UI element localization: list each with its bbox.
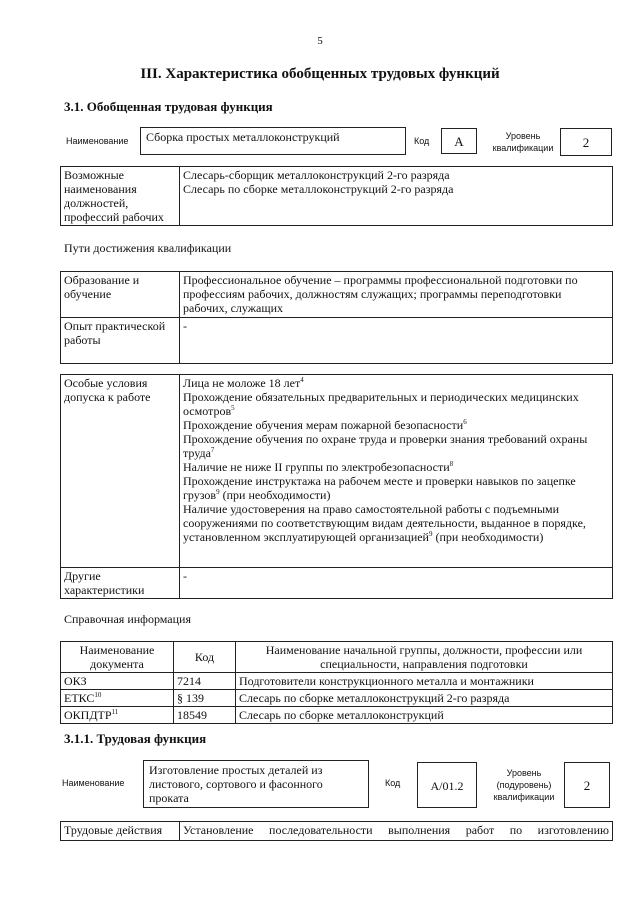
paths-title: Пути достижения квалификации xyxy=(64,241,232,255)
page-number: 5 xyxy=(317,35,323,47)
gtf-code-label: Код xyxy=(414,136,430,146)
education-value: Профессиональное обучение – программы профессиональной подготовки по профессиям рабочих, должностям служащих; программы переподготовки рабочих, служащих xyxy=(180,272,613,318)
special-item: Наличие не ниже II группы по электробезопасности$^8$ xyxy=(183,460,454,474)
positions-table xyxy=(60,166,613,226)
special-item: Прохождение обязательных предварительных и периодических медицинских осмотров$^5$ xyxy=(183,390,579,418)
position-line: Слесарь-сборщик металлоконструкций 2-го разряда xyxy=(183,168,450,182)
ref-table xyxy=(60,641,613,724)
experience-label: Опыт практической работы xyxy=(61,318,180,364)
special-item: Прохождение инструктажа на рабочем месте и проверки навыков по зацепке грузов$^9$ (при необходимости) xyxy=(183,474,576,502)
position-line: Слесарь по сборке металлоконструкций 2-го разряда xyxy=(183,182,454,196)
ref-name: Слесарь по сборке металлоконструкций xyxy=(236,707,613,724)
ref-header-name: Наименование начальной группы, должности, профессии или специальности, направления подготовки xyxy=(236,642,613,673)
ref-code: § 139 xyxy=(174,690,236,707)
ref-title: Справочная информация xyxy=(64,612,191,626)
gtf-level-value: 2 xyxy=(560,128,612,156)
experience-value: - xyxy=(180,318,613,364)
ref-doc: ОКЗ xyxy=(61,673,174,690)
tf-heading: 3.1.1. Трудовая функция xyxy=(64,731,207,746)
section-title: III. Характеристика обобщенных трудовых функций xyxy=(140,66,500,82)
special-item: Лица не моложе 18 лет$^4$ xyxy=(183,376,304,390)
special-item: Прохождение обучения мерам пожарной безопасности$^6$ xyxy=(183,418,467,432)
special-items xyxy=(180,375,613,568)
special-item: Наличие удостоверения на право самостоятельной работы с подъемными сооружениями по соответствующим видам деятельности, выданное в порядке, установленном эксплуатирующей организацией$^9$ (при необходимости) xyxy=(183,502,586,544)
gtf-level-label-2: квалификации xyxy=(492,143,554,153)
education-label: Образование и обучение xyxy=(61,272,180,318)
tf-code-value: A/01.2 xyxy=(417,762,477,808)
gtf-name-value: Сборка простых металлоконструкций xyxy=(140,127,406,155)
special-item: Прохождение обучения по охране труда и проверки знания требований охраны труда$^7$ xyxy=(183,432,588,460)
actions-table xyxy=(60,821,613,841)
tf-level-value: 2 xyxy=(564,762,610,808)
ref-code: 7214 xyxy=(174,673,236,690)
ref-name: Слесарь по сборке металлоконструкций 2-го разряда xyxy=(236,690,613,707)
gtf-heading: 3.1. Обобщенная трудовая функция xyxy=(64,99,273,114)
table-row xyxy=(61,707,613,724)
tf-level-label-2: (подуровень) xyxy=(496,780,552,790)
tf-level-label-3: квалификации xyxy=(493,792,555,802)
table-row xyxy=(61,673,613,690)
positions-values xyxy=(180,167,613,226)
ref-doc: ОКПДТР$^{11}$ xyxy=(61,707,174,724)
other-value: - xyxy=(180,568,613,599)
actions-value: Установление последовательности выполнения работ по изготовлению xyxy=(180,822,613,841)
tf-level-label xyxy=(488,767,560,803)
other-label: Другие характеристики xyxy=(61,568,180,599)
tf-name-value: Изготовление простых деталей из листового, сортового и фасонного проката xyxy=(143,760,369,808)
tf-level-label-1: Уровень xyxy=(506,768,542,778)
paths-table xyxy=(60,271,613,364)
gtf-code-value: A xyxy=(441,128,477,154)
special-table xyxy=(60,374,613,599)
ref-header-code: Код xyxy=(174,642,236,673)
tf-name-label: Наименование xyxy=(62,778,125,788)
tf-code-label: Код xyxy=(385,778,401,788)
positions-label: Возможные наименования должностей, профессий рабочих xyxy=(61,167,180,226)
actions-label: Трудовые действия xyxy=(61,822,180,841)
ref-code: 18549 xyxy=(174,707,236,724)
gtf-level-label-1: Уровень xyxy=(505,131,541,141)
ref-doc: ЕТКС$^{10}$ xyxy=(61,690,174,707)
table-row xyxy=(61,690,613,707)
ref-header-doc: Наименование документа xyxy=(61,642,174,673)
gtf-name-label: Наименование xyxy=(66,136,129,146)
ref-name: Подготовители конструкционного металла и монтажники xyxy=(236,673,613,690)
special-label: Особые условия допуска к работе xyxy=(61,375,180,568)
gtf-level-label xyxy=(488,130,558,154)
